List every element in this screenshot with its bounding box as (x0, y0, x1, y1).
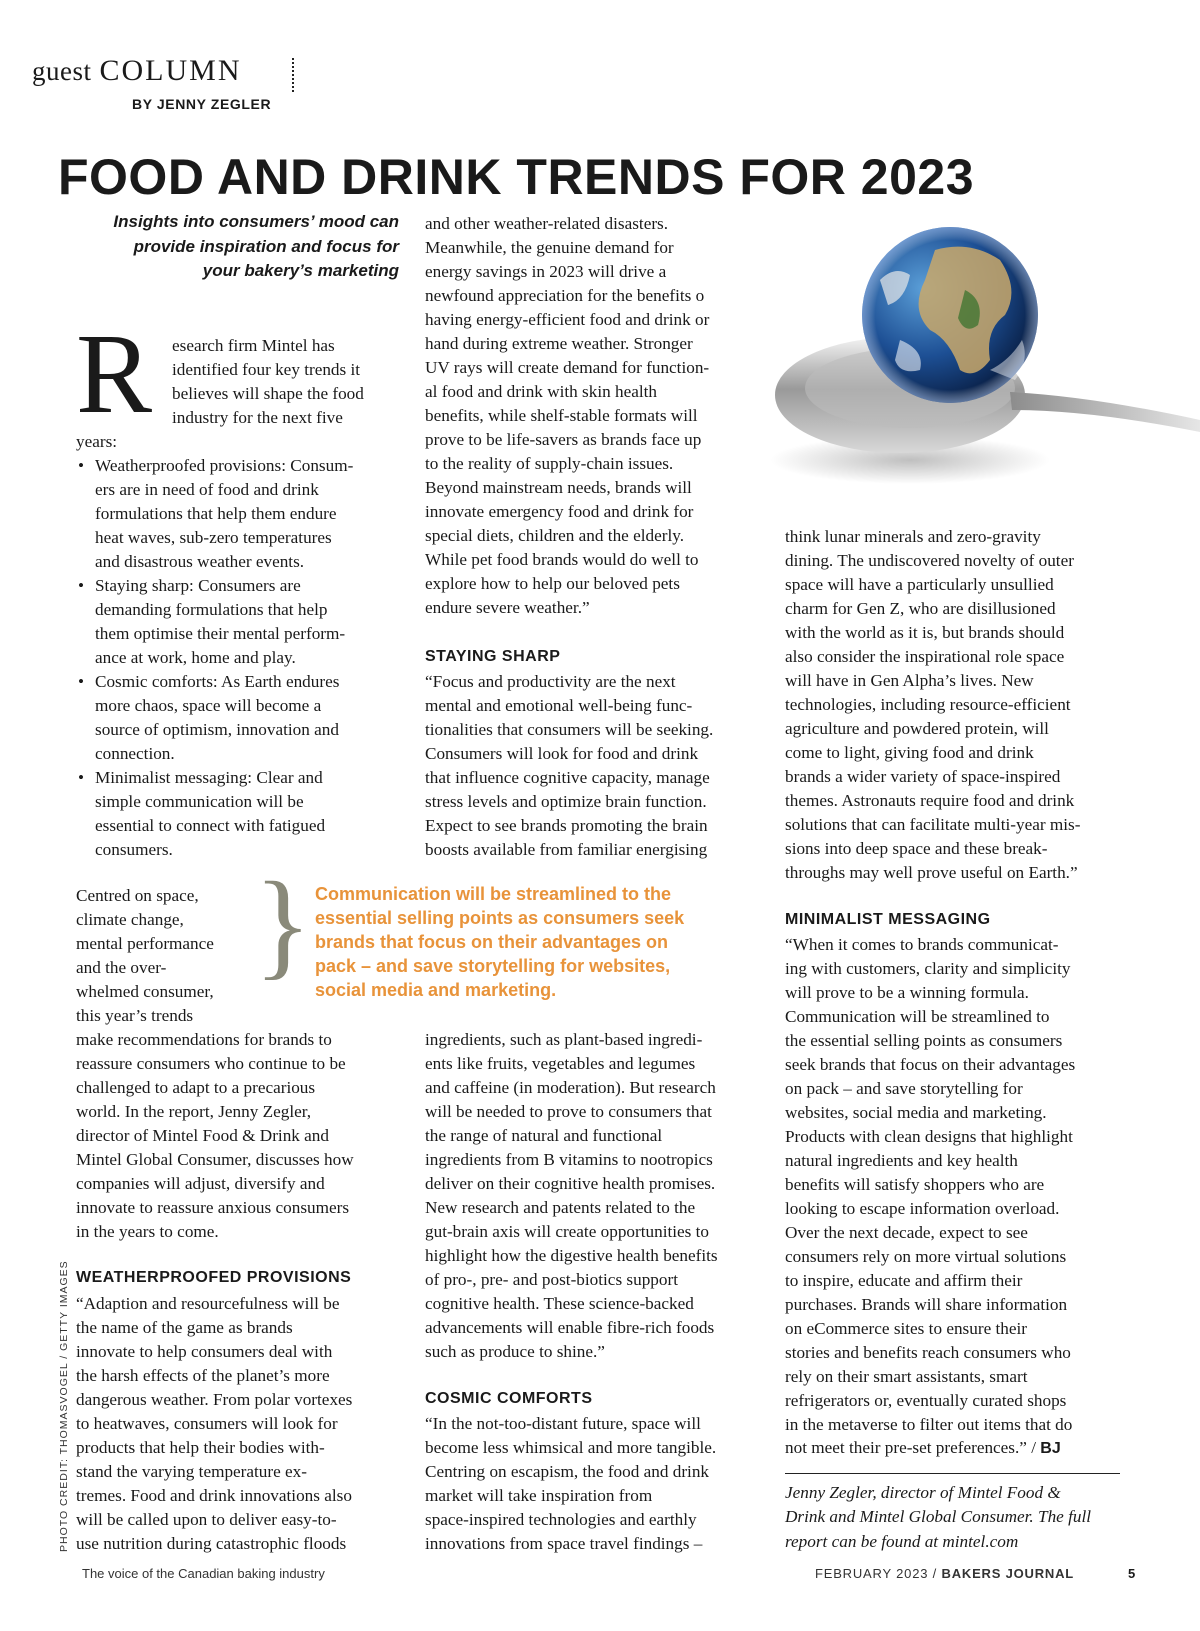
text-line: stress levels and optimize brain function. (425, 792, 707, 811)
text-line: dangerous weather. From polar vortexes (76, 1390, 353, 1409)
text-line: world. In the report, Jenny Zegler, (76, 1102, 312, 1121)
text-line: and caffeine (in moderation). But research (425, 1078, 716, 1097)
text-line: will be needed to prove to consumers that (425, 1102, 712, 1121)
bullet-text-line: Cosmic comforts: As Earth endures (95, 672, 340, 691)
text-line: Consumers will look for food and drink (425, 744, 699, 763)
bullet-text-line: ers are in need of food and drink (95, 480, 319, 499)
text-line: ingredients, such as plant-based ingredi- (425, 1030, 703, 1049)
text-line: innovations from space travel findings – (425, 1534, 703, 1553)
text-line: Meanwhile, the genuine demand for (425, 238, 674, 257)
text-line: innovate to help consumers deal with (76, 1342, 333, 1361)
pull-quote-line: Communication will be streamlined to the (315, 884, 672, 904)
text-line: refrigerators or, eventually curated shops (785, 1391, 1067, 1410)
pull-quote-line: brands that focus on their advantages on (315, 932, 669, 952)
text-line: also consider the inspirational role space (785, 647, 1065, 666)
drop-cap: R (76, 310, 153, 437)
text-line: charm for Gen Z, who are disillusioned (785, 599, 1056, 618)
pull-quote-line: pack – and save storytelling for websites, (315, 956, 671, 976)
bullet-text-line: connection. (95, 744, 175, 763)
text-line: cognitive health. These science-backed (425, 1294, 694, 1313)
deck-line: Insights into consumers’ mood can (113, 212, 399, 231)
pull-quote-line: essential selling points as consumers seek (315, 908, 685, 928)
text-line: hand during extreme weather. Stronger (425, 334, 693, 353)
text-line: looking to escape information overload. (785, 1199, 1060, 1218)
footer-issue (815, 1566, 1074, 1581)
heading-cosmic-comforts: COSMIC COMFORTS (425, 1390, 593, 1407)
text-line: Expect to see brands promoting the brain (425, 816, 708, 835)
text-line: rely on their smart assistants, smart (785, 1367, 1028, 1386)
heading-staying-sharp: STAYING SHARP (425, 648, 561, 665)
text-line: in the metaverse to filter out items that do (785, 1415, 1073, 1434)
text-line: brands a wider variety of space-inspired (785, 767, 1061, 786)
text-line: boosts available from familiar energising (425, 840, 708, 859)
brace-ornament: } (254, 857, 312, 990)
text-line: energy savings in 2023 will drive a (425, 262, 667, 281)
text-line: with the world as it is, but brands should (785, 623, 1065, 642)
minimalist-last-text: not meet their pre-set preferences.” / (785, 1438, 1036, 1457)
text-line: endure severe weather.” (425, 598, 590, 617)
minimalist-last-line (785, 1436, 1061, 1461)
text-line: websites, social media and marketing. (785, 1103, 1047, 1122)
text-line: benefits, while shelf-stable formats will (425, 406, 698, 425)
text-line: solutions that can facilitate multi-year mis- (785, 815, 1081, 834)
pull-quote (315, 882, 755, 1002)
text-line: innovate to reassure anxious consumers (76, 1198, 350, 1217)
text-line: benefits will satisfy shoppers who are (785, 1175, 1045, 1194)
text-line: throughs may well prove useful on Earth.” (785, 863, 1078, 882)
text-line: products that help their bodies with- (76, 1438, 325, 1457)
heading-minimalist-messaging: MINIMALIST MESSAGING (785, 911, 991, 928)
bullet-text-line: Staying sharp: Consumers are (95, 576, 301, 595)
text-line: “Focus and productivity are the next (425, 672, 676, 691)
bio-line: report can be found at mintel.com (785, 1531, 1019, 1551)
text-line: the name of the game as brands (76, 1318, 293, 1337)
bullet-marker: • (78, 768, 85, 787)
byline: BY JENNY ZEGLER (132, 96, 272, 112)
text-line: deliver on their cognitive health promises. (425, 1174, 716, 1193)
text-line: sions into deep space and these break- (785, 839, 1048, 858)
bullet-text-line: demanding formulations that help (95, 600, 328, 619)
text-line: “When it comes to brands communicat- (785, 935, 1059, 954)
text-line: natural ingredients and key health (785, 1151, 1018, 1170)
text-line: on pack – and save storytelling for (785, 1079, 1023, 1098)
bullet-text-line: heat waves, sub-zero temperatures (95, 528, 332, 547)
text-line: become less whimsical and more tangible. (425, 1438, 717, 1457)
text-line: identified four key trends it (172, 360, 361, 379)
deck-line: your bakery’s marketing (202, 261, 399, 280)
text-line: space-inspired technologies and earthly (425, 1510, 697, 1529)
text-line: the harsh effects of the planet’s more (76, 1366, 330, 1385)
bullet-text-line: Weatherproofed provisions: Consum- (95, 456, 354, 475)
text-line: to the reality of supply-chain issues. (425, 454, 674, 473)
text-line: agriculture and powdered protein, will (785, 719, 1049, 738)
deck (58, 210, 399, 284)
text-line: Beyond mainstream needs, brands will (425, 478, 692, 497)
text-line: on eCommerce sites to ensure their (785, 1319, 1027, 1338)
heading-weatherproofed: WEATHERPROOFED PROVISIONS (76, 1269, 352, 1286)
bullet-text-line: Minimalist messaging: Clear and (95, 768, 323, 787)
bullet-text-line: more chaos, space will become a (95, 696, 322, 715)
bullet-text-line: source of optimism, innovation and (95, 720, 339, 739)
kicker-guest: guest (32, 56, 92, 86)
text-line: gut-brain axis will create opportunities to (425, 1222, 709, 1241)
bio-line: Drink and Mintel Global Consumer. The full (785, 1507, 1092, 1527)
text-line: purchases. Brands will share information (785, 1295, 1068, 1314)
bullet-text-line: simple communication will be (95, 792, 304, 811)
text-line: themes. Astronauts require food and drink (785, 791, 1075, 810)
text-line: such as produce to shine.” (425, 1342, 605, 1361)
text-line: reassure consumers who continue to be (76, 1054, 346, 1073)
text-line: think lunar minerals and zero-gravity (785, 527, 1041, 546)
bullet-marker: • (78, 456, 85, 475)
bullet-marker: • (78, 672, 85, 691)
text-line: will be called upon to deliver easy-to- (76, 1510, 337, 1529)
bullet-text-line: formulations that help them endure (95, 504, 337, 523)
text-line: highlight how the digestive health benefits (425, 1246, 718, 1265)
text-line: and the over- (76, 958, 167, 977)
text-line: “In the not-too-distant future, space will (425, 1414, 701, 1433)
text-line: years: (76, 432, 118, 451)
text-line: mental performance (76, 934, 214, 953)
text-line: in the years to come. (76, 1222, 219, 1241)
text-line: technologies, including resource-efficient (785, 695, 1071, 714)
bullet-text-line: essential to connect with fatigued (95, 816, 326, 835)
photo-credit: PHOTO CREDIT: THOMASVOGEL / GETTY IMAGES (58, 1260, 70, 1552)
text-line: ingredients from B vitamins to nootropics (425, 1150, 713, 1169)
text-line: ing with customers, clarity and simplicity (785, 959, 1071, 978)
text-line: come to light, giving food and drink (785, 743, 1034, 762)
text-line: use nutrition during catastrophic floods (76, 1534, 347, 1553)
text-line: companies will adjust, diversify and (76, 1174, 325, 1193)
text-line: New research and patents related to the (425, 1198, 696, 1217)
bullet-text-line: them optimise their mental perform- (95, 624, 346, 643)
text-line: special diets, children and the elderly. (425, 526, 684, 545)
text-line: will prove to be a winning formula. (785, 983, 1029, 1002)
footer-issue-date: FEBRUARY 2023 / (815, 1566, 938, 1581)
text-line: UV rays will create demand for function- (425, 358, 710, 377)
text-line: challenged to adapt to a precarious (76, 1078, 316, 1097)
text-line: ents like fruits, vegetables and legumes (425, 1054, 696, 1073)
kicker-column: COLUMN (99, 54, 242, 87)
bullet-text-line: and disastrous weather events. (95, 552, 305, 571)
text-line: newfound appreciation for the benefits o (425, 286, 705, 305)
text-line: that influence cognitive capacity, manage (425, 768, 710, 787)
bullet-text-line: consumers. (95, 840, 173, 859)
page-number: 5 (1128, 1566, 1136, 1581)
text-line: innovate emergency food and drink for (425, 502, 694, 521)
pull-quote-line: social media and marketing. (315, 980, 557, 1000)
kicker-divider (292, 58, 296, 92)
text-line: make recommendations for brands to (76, 1030, 332, 1049)
deck-line: provide inspiration and focus for (133, 236, 399, 256)
page-title: FOOD AND DRINK TRENDS FOR 2023 (58, 149, 975, 205)
text-line: climate change, (76, 910, 184, 929)
text-line: stories and benefits reach consumers who (785, 1343, 1071, 1362)
text-line: advancements will enable fibre-rich foods (425, 1318, 715, 1337)
author-bio (785, 1481, 1130, 1554)
text-line: Communication will be streamlined to (785, 1007, 1050, 1026)
text-line: believes will shape the food (172, 384, 364, 403)
bio-line: Jenny Zegler, director of Mintel Food & (785, 1483, 1061, 1502)
text-line: mental and emotional well-being func- (425, 696, 693, 715)
globe-on-spoon-illustration (760, 220, 1200, 520)
footer-tagline: The voice of the Canadian baking industry (82, 1566, 325, 1581)
text-line: market will take inspiration from (425, 1486, 653, 1505)
text-line: prove to be life-savers as brands face up (425, 430, 702, 449)
bullet-text-line: ance at work, home and play. (95, 648, 296, 667)
bio-divider (785, 1473, 1120, 1474)
text-line: of pro-, pre- and post-biotics support (425, 1270, 678, 1289)
text-line: tremes. Food and drink innovations also (76, 1486, 352, 1505)
text-line: Centred on space, (76, 886, 199, 905)
footer-magazine-name: BAKERS JOURNAL (941, 1566, 1075, 1581)
text-line: “Adaption and resourcefulness will be (76, 1294, 340, 1313)
text-line: dining. The undiscovered novelty of outer (785, 551, 1074, 570)
text-line: explore how to help our beloved pets (425, 574, 680, 593)
text-line: seek brands that focus on their advantages (785, 1055, 1076, 1074)
author-sign-off: BJ (1040, 1440, 1061, 1457)
text-line: Products with clean designs that highlight (785, 1127, 1073, 1146)
globe-on-spoon-photo (760, 220, 1200, 520)
text-line: consumers rely on more virtual solutions (785, 1247, 1067, 1266)
text-line: the essential selling points as consumers (785, 1031, 1063, 1050)
text-line: Centring on escapism, the food and drink (425, 1462, 710, 1481)
text-line: space will have a particularly unsullied (785, 575, 1054, 594)
text-line: tionalities that consumers will be seeking. (425, 720, 714, 739)
text-line: al food and drink with skin health (425, 382, 657, 401)
text-line: having energy-efficient food and drink or (425, 310, 710, 329)
text-line: to inspire, educate and affirm their (785, 1271, 1023, 1290)
text-line: and other weather-related disasters. (425, 214, 669, 233)
text-line: industry for the next five (172, 408, 343, 427)
text-line: Over the next decade, expect to see (785, 1223, 1028, 1242)
text-line: whelmed consumer, (76, 982, 214, 1001)
text-line: director of Mintel Food & Drink and (76, 1126, 329, 1145)
text-line: to heatwaves, consumers will look for (76, 1414, 338, 1433)
text-line: esearch firm Mintel has (172, 336, 335, 355)
text-line: stand the varying temperature ex- (76, 1462, 307, 1481)
text-line: this year’s trends (76, 1006, 194, 1025)
text-line: Mintel Global Consumer, discusses how (76, 1150, 354, 1169)
text-line: While pet food brands would do well to (425, 550, 699, 569)
bullet-marker: • (78, 576, 85, 595)
column-kicker (32, 54, 242, 88)
text-line: the range of natural and functional (425, 1126, 663, 1145)
text-line: will have in Gen Alpha’s lives. New (785, 671, 1034, 690)
